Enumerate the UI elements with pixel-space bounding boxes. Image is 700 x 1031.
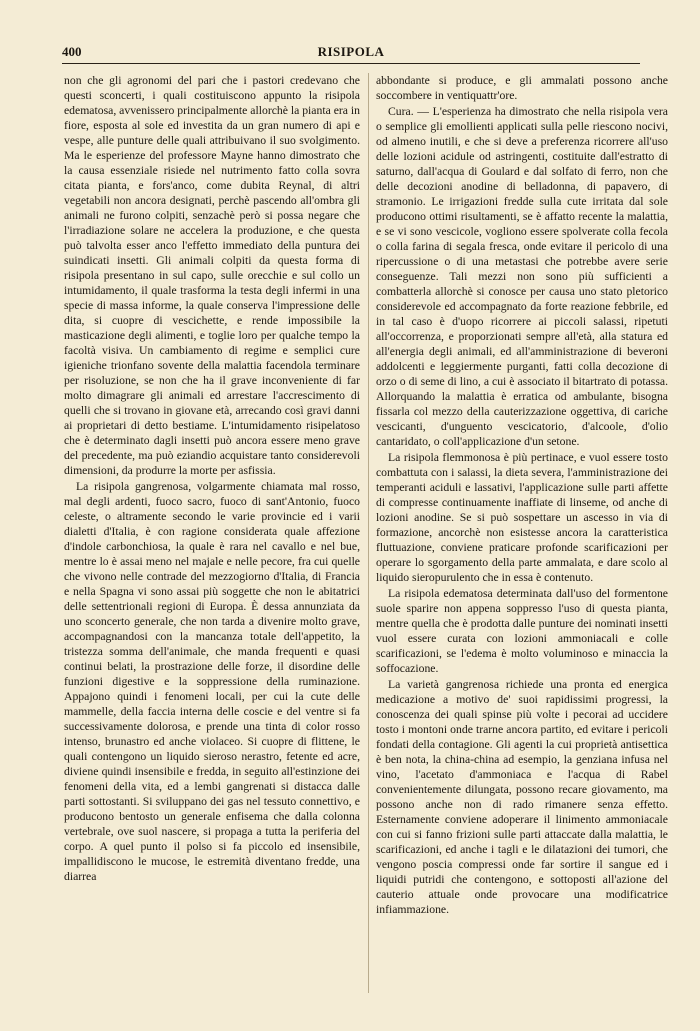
running-title: RISIPOLA [317,44,385,59]
header-rule [62,63,640,64]
left-column [64,73,360,884]
right-column [376,73,668,917]
paragraph: La risipola flemmonosa è più pertinace, e vuol essere tosto combattuta con i salassi, la dieta severa, l'amministrazione dei temperanti aciduli e lassativi, l'applicazione sulle parti affette di compresse continuamente inaffiate di linseme, od anche di lozioni anodine. Se si può sospettare un ascesso in via di formazione, ancorchè non esistesse ancora la caratteristica fluttuazione, conviene praticare profonde scarificazioni per operare lo sgorgamento della parte ammalata, e dare scolo al liquido sieropurulento che in essa è contenuto. [376,451,668,584]
paragraph: abbondante si produce, e gli ammalati possono anche soccombere in ventiquattr'ore. [376,74,668,102]
paragraph: La risipola edematosa determinata dall'uso del formentone suole sparire non appena soppresso l'uso di questa pianta, mentre quella che è prodotta dalle punture dei nominati insetti vuol essere curata con lozioni ammoniacali e colle scarificazioni, se l'edema è molto voluminoso e minaccia la soffocazione. [376,587,668,675]
paragraph: non che gli agronomi del pari che i pastori credevano che questi sconcerti, i quali costituiscono appunto la risipola edematosa, avvenissero principalmente allorchè la pianta era in fiore, esposta al sole ed investita da un gran numero di api e vespe, alle punture delle quali attribuivano il suo svolgimento. Ma le esperienze del professore Mayne hanno dimostrato che la causa essenziale risiede nel nutrimento fatto colla sovra citata pianta, e fors'anco, come dubita Reynal, di altri vegetabili non ancora designati, perchè pascendo all'ombra gli animali ne furono colpiti, senzachè però si possa negare che l'irradiazione solare ne accelera la produzione, e che questa può talvolta esser anco l'effetto immediato della puntura dei suindicati insetti. Gli animali colpiti da questa forma di risipola presentano in sul capo, sulle orecchie e sul collo un intumidamento, il quale trasforma la testa degli infermi in una specie di massa informe, la quale conserva l'impressione delle dita, si cuopre di vescichette, e rende impossibile la masticazione degli alimenti, e toglie loro per qualche tempo la facoltà visiva. Un cambiamento di regime e semplici cure igieniche trionfano sovente della malattia facendola terminare per risoluzione, se non che ha il grave inconveniente di far molto dimagrare gli animali ed arrestare l'accrescimento di quelli che si trovano in giovane età, arrecando così gravi danni ai proprietari di detto bestiame. L'intumidamento risipelatoso che è determinato dagli insetti può ancora essere meno grave del precedente, ma può eziandio acquistare tanto considerevoli dimensioni, da produrre la morte per asfissia. [64,74,360,477]
column-separator [368,73,369,993]
page-header [62,44,640,64]
paragraph: Cura. — L'esperienza ha dimostrato che nella risipola vera o semplice gli emollienti applicati sulla pelle riescono nocivi, od almeno inutili, e che si deve a preferenza ricorrere all'uso delle lozioni acidule od astringenti, costituite dall'estratto di saturno, dall'acqua di Goulard e dal solfato di ferro, non che delle decozioni anodine di belladonna, di papavero, di stramonio. Le irrigazioni fredde sulla cute irritata dal sole producono ottimi risultamenti, se è affatto recente la malattia, e se vi sono vescicole, vogliono essere spolverate colla fecola o colla farina di segala fresca, onde evitare il pericolo di una ripercussione o di una metastasi che potrebbe avere serie conseguenze. Tali mezzi non sono più sufficienti a combatterla allorchè si conosce per causa uno stato pletorico considerevole ed accompagnato da forte reazione febbrile, ed in tal caso è d'uopo ricorrere ai piccoli salassi, ripetuti all'occorrenza, e proporzionati sempre all'età, alla statura ed all'energia degli animali, ed all'amministrazione di beveroni addolcenti e leggiermente purganti, fatti colla decozione di orzo o di seme di lino, a cui è associato il bitartrato di potassa. Allorquando la malattia è erratica od ambulante, bisogna fissarla col mezzo della cauterizzazione oggettiva, di cariche vescicanti, d'unguento vescicatorio, d'alcoole, d'olio cantaridato, o coll'applicazione d'un setone. [376,105,668,448]
paragraph: La varietà gangrenosa richiede una pronta ed energica medicazione a motivo de' suoi rapidissimi progressi, la conoscenza dei quali spinse più volte i pecorai ad uccidere tosto i montoni onde trarne ancora partito, ed evitare i pericoli fondati della contagione. Gli agenti la cui proprietà antisettica è ben nota, la china-china ad esempio, la genziana infusa nel vino, l'acetato d'ammoniaca e l'acqua di Rabel convenientemente dilungata, possono recare giovamento, ma possono anche non di rado rimanere senza effetto. Esternamente conviene adoperare il linimento ammoniacale con cui si fanno frizioni sulle parti attaccate dalla malattia, le scarificazioni, ed anche i tagli e le dilatazioni dei tumori, che vengono poscia compressi onde far sortire il sangue ed i liquidi putridi che contengono, e sottoposti all'azione del cauterio attuale onde provocare una modificatrice infiammazione. [376,678,668,916]
page-number: 400 [62,44,82,59]
paragraph: La risipola gangrenosa, volgarmente chiamata mal rosso, mal degli ardenti, fuoco sacro, fuoco di sant'Antonio, fuoco celeste, o altramente secondo le varie provincie ed i varii dialetti d'Italia, è con ragione considerata quale affezione d'indole carbonchiosa, la quale è rara nel cavallo e nel bue, mentre lo è assai meno nel majale e nelle pecore, fra cui quelle che vivono nelle contrade del mezzogiorno d'Italia, di Francia e nella Spagna vi sono assai più soggette che non le abitatrici delle settentrionali regioni di Europa. È dessa annunziata da uno sconcerto generale, che non tarda a divenire molto grave, accompagnandosi con la mancanza totale dell'appetito, la tristezza somma dell'animale, che manda frequenti e quasi continui belati, la prostrazione delle forze, il disordine delle funzioni digestive e la soppressione della ruminazione. Appajono quindi i fenomeni locali, per cui la cute delle mammelle, della faccia interna delle coscie e del ventre si fa successivamente dolorosa, e prende una tinta di color rosso intenso, brunastro ed anche violaceo. Si cuopre di flittene, le quali contengono un liquido sieroso nerastro, fetente ed acre, diviene quindi insensibile e fredda, in seguito all'estinzione dei fenomeni della vita, ed a lembi gangrenati si distacca dalle parti sottostanti. Si sviluppano dei gas nel tessuto connettivo, e producono bentosto un generale enfisema che dalla colonna vertebrale, ove suol nascere, si propaga a tutta la periferia del corpo. A quel punto il polso si fa piccolo ed insensibile, impallidiscono le mucose, le estremità diventano fredde, una diarrea [64,480,360,883]
